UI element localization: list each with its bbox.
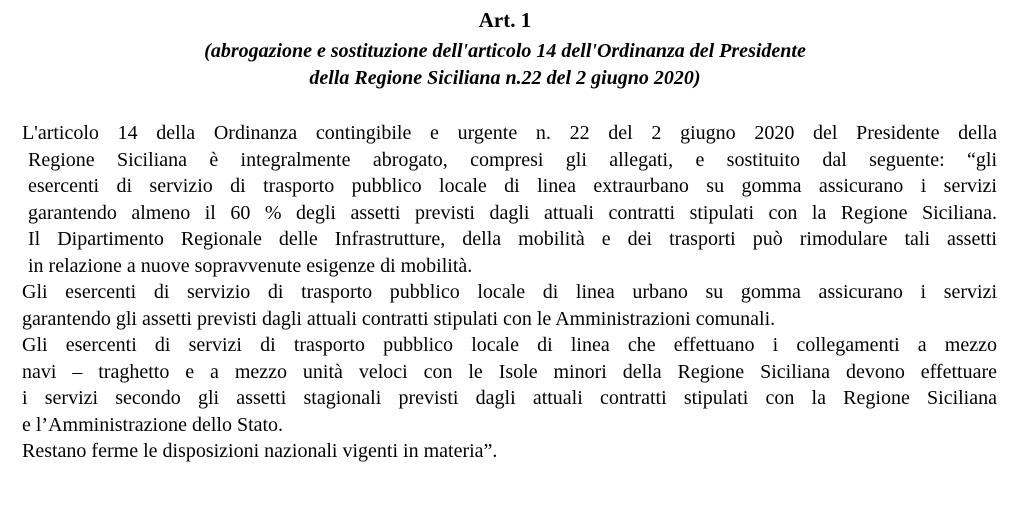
body-line: Gli esercenti di servizi di trasporto pubblico locale di linea che effettuano i collegamenti a mezzo <box>22 334 997 356</box>
subtitle-line: della Regione Siciliana n.22 del 2 giugno 2020) <box>309 67 701 89</box>
body-line: L'articolo 14 della Ordinanza contingibile e urgente n. 22 del 2 giugno 2020 del Presidente della <box>22 122 997 144</box>
article-body <box>22 120 997 465</box>
body-line: Regione Siciliana è integralmente abrogato, compresi gli allegati, e sostituito dal seguente: “gli <box>28 148 997 171</box>
body-line: Gli esercenti di servizio di trasporto pubblico locale di linea urbano su gomma assicurano i servizi <box>22 281 997 303</box>
body-line: in relazione a nuove sopravvenute esigenze di mobilità. <box>28 254 473 277</box>
body-line: navi – traghetto e a mezzo unità veloci con le Isole minori della Regione Siciliana devono effettuare <box>22 360 997 383</box>
subtitle-line: (abrogazione e sostituzione dell'articolo 14 dell'Ordinanza del Presidente <box>204 40 806 62</box>
body-line: garantendo gli assetti previsti dagli attuali contratti stipulati con le Amministrazioni comunali. <box>22 307 776 330</box>
article-subtitle <box>0 38 1010 92</box>
article-title: Art. 1 <box>478 8 532 32</box>
body-line: garantendo almeno il 60 % degli assetti previsti dagli attuali contratti stipulati con la Regione Siciliana. <box>28 201 997 224</box>
body-line: i servizi secondo gli assetti stagionali previsti dagli attuali contratti stipulati con la Regione Siciliana <box>22 387 997 409</box>
body-line: Restano ferme le disposizioni nazionali vigenti in materia”. <box>22 440 498 462</box>
body-line: esercenti di servizio di trasporto pubblico locale di linea extraurbano su gomma assicurano i servizi <box>28 175 997 197</box>
body-line: Il Dipartimento Regionale delle Infrastrutture, della mobilità e dei trasporti può rimodulare tali assetti <box>28 228 997 250</box>
body-line: e l’Amministrazione dello Stato. <box>22 413 284 436</box>
